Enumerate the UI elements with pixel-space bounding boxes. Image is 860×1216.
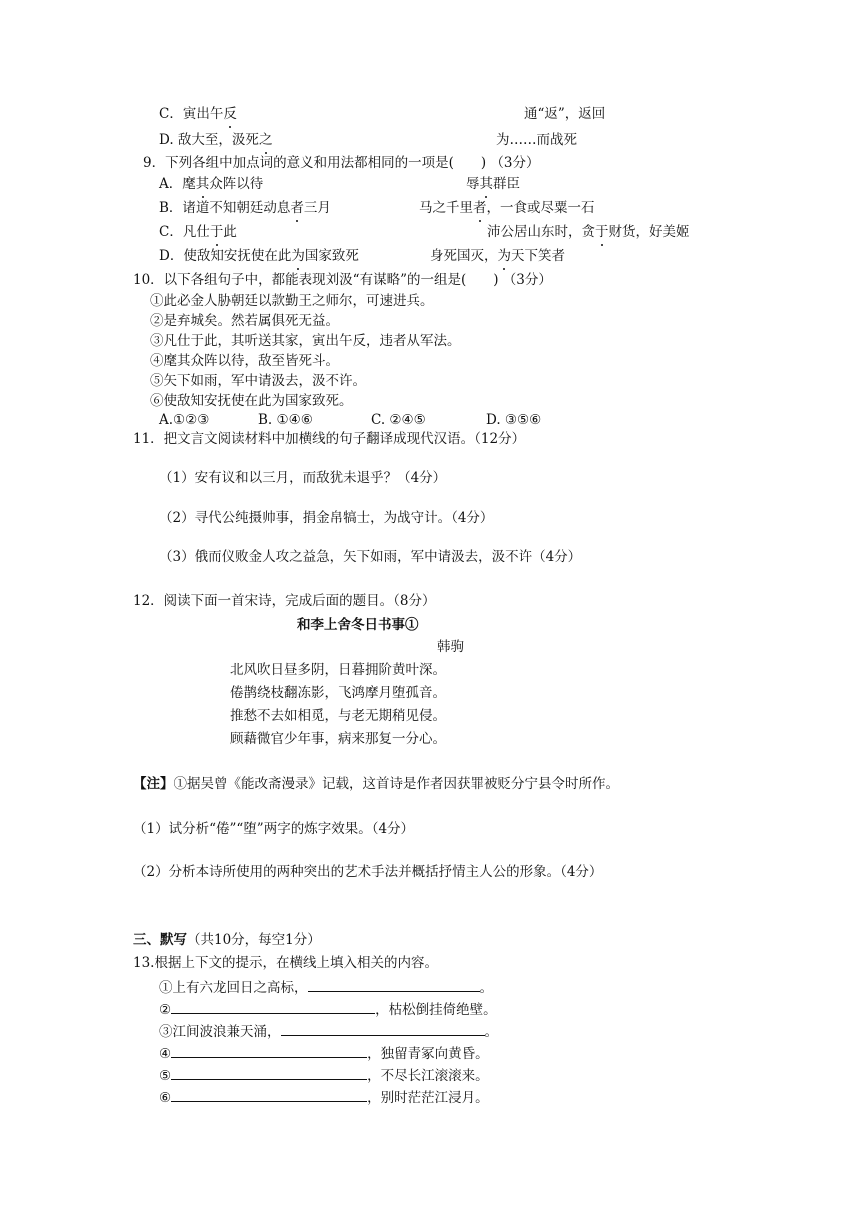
q10-option-a: A.①②③ [159,412,210,428]
q9-option-d-right: 身死国灭，为天下笑者 [430,248,565,264]
q11-item-3: （3）俄而仪败金人攻之益急，矢下如雨，军中请汲去，汲不许（4分） [159,549,582,565]
q11-item-1: （1）安有议和以三月，而敌犹未退乎？（4分） [159,470,447,486]
emphasis-dot-char: 之 [258,132,273,148]
emphasis-dot-char: 为 [497,248,511,264]
q9-option-a-right: 辱其群臣 [466,176,520,192]
dictation-line-5: ⑤ ，不尽长江滚滚来。 [159,1065,489,1085]
dictation-line-1: ①上有六龙回日之高标， 。 [159,977,493,997]
fill-blank-4[interactable] [171,1043,367,1058]
q8-option-c: C．寅出午反 [159,106,237,122]
poem-line-2: 倦鹊绕枝翻冻影，飞鸿摩月堕孤音。 [230,685,446,701]
q10-option-c: C. ②④⑤ [371,412,426,428]
emphasis-dot-char: 其 [195,176,210,192]
emphasis-dot-char: 反 [223,106,237,122]
q10-option-b: B. ①④⑥ [258,412,313,428]
q12-subquestion-2: （2）分析本诗所使用的两种突出的艺术手法并概括抒情主人公的形象。（4分） [133,864,603,880]
q10-option-d: D. ③⑤⑥ [486,412,542,428]
q10-item-3: ③凡仕于此，其听送其家，寅出午反，违者从军法。 [150,333,461,349]
poem-line-4: 顾藉微官少年事，病来那复一分心。 [230,731,446,747]
q8-option-d: D. 敌大至，汲死之 [159,132,273,148]
emphasis-dot-char: 于 [595,224,609,240]
q10-item-4: ④麾其众阵以待，敌至皆死斗。 [150,353,339,369]
poem-line-3: 推愁不去如相觅，与老无期稍见侵。 [230,708,446,724]
q12-stem: 12．阅读下面一首宋诗，完成后面的题目。（8分） [133,593,436,609]
q8-option-d-gloss: 为……而战死 [496,132,577,148]
q10-item-2: ②是弃城矣。然若属俱死无益。 [150,313,339,329]
q11-item-2: （2）寻代公纯摄帅事，捐金帛犒士，为战守计。（4分） [159,510,494,526]
fill-blank-1[interactable] [308,977,480,992]
section3-heading: 三、默写（共10分，每空1分） [133,932,321,948]
q12-subquestion-1: （1）试分析“倦”“堕”两字的炼字效果。（4分） [133,821,415,837]
poem-note: 【注】①据吴曾《能改斋漫录》记载，这首诗是作者因获罪被贬分宁县令时所作。 [133,776,619,792]
q11-stem: 11．把文言文阅读材料中加横线的句子翻译成现代汉语。（12分） [133,431,526,447]
dictation-line-6: ⑥ ，别时茫茫江浸月。 [159,1087,489,1107]
q9-option-b-left: B．诸道不知朝廷动息者三月 [159,200,331,216]
q9-option-a-left: A．麾其众阵以待 [159,176,264,192]
q10-item-5: ⑤矢下如雨，军中请汲去，汲不许。 [150,373,366,389]
emphasis-dot-char: 为 [291,248,305,264]
fill-blank-5[interactable] [171,1065,367,1080]
poem-author: 韩驹 [437,639,464,655]
q13-stem: 13.根据上下文的提示，在横线上填入相关的内容。 [133,955,438,971]
emphasis-dot-char: 于 [209,224,224,240]
fill-blank-6[interactable] [171,1087,367,1102]
dictation-line-2: ② ，枯松倒挂倚绝壁。 [159,999,497,1019]
emphasis-dot-char: 其 [479,176,493,192]
q9-option-c-right: 沛公居山东时，贪于财货，好美姬 [487,224,690,240]
emphasis-dot-char: 者 [290,200,304,216]
fill-blank-3[interactable] [281,1021,485,1036]
q10-item-1: ①此必金人胁朝廷以款勤王之师尔，可速进兵。 [150,293,434,309]
q8-option-c-gloss: 通“返”，返回 [524,106,606,122]
q9-option-c-left: C．凡仕于此 [159,224,237,240]
q9-stem: 9．下列各组中加点词的意义和用法都相同的一项是( ) （3分） [143,155,540,171]
q9-option-b-right: 马之千里者，一食或尽粟一石 [419,200,595,216]
q10-stem: 10．以下各组句子中，都能表现刘汲“有谋略”的一组是( ) （3分） [133,272,552,288]
poem-title: 和李上舍冬日书事① [297,617,419,633]
emphasis-dot-char: 者 [473,200,487,216]
q10-item-6: ⑥使敌知安抚使在此为国家致死。 [150,393,353,409]
fill-blank-2[interactable] [171,999,375,1014]
q9-option-d-left: D．使敌知安抚使在此为国家致死 [159,248,359,264]
dictation-line-4: ④ ，独留青冢向黄昏。 [159,1043,489,1063]
dictation-line-3: ③江间波浪兼天涌， 。 [159,1021,498,1041]
poem-line-1: 北风吹日昼多阴，日暮拥阶黄叶深。 [230,662,446,678]
